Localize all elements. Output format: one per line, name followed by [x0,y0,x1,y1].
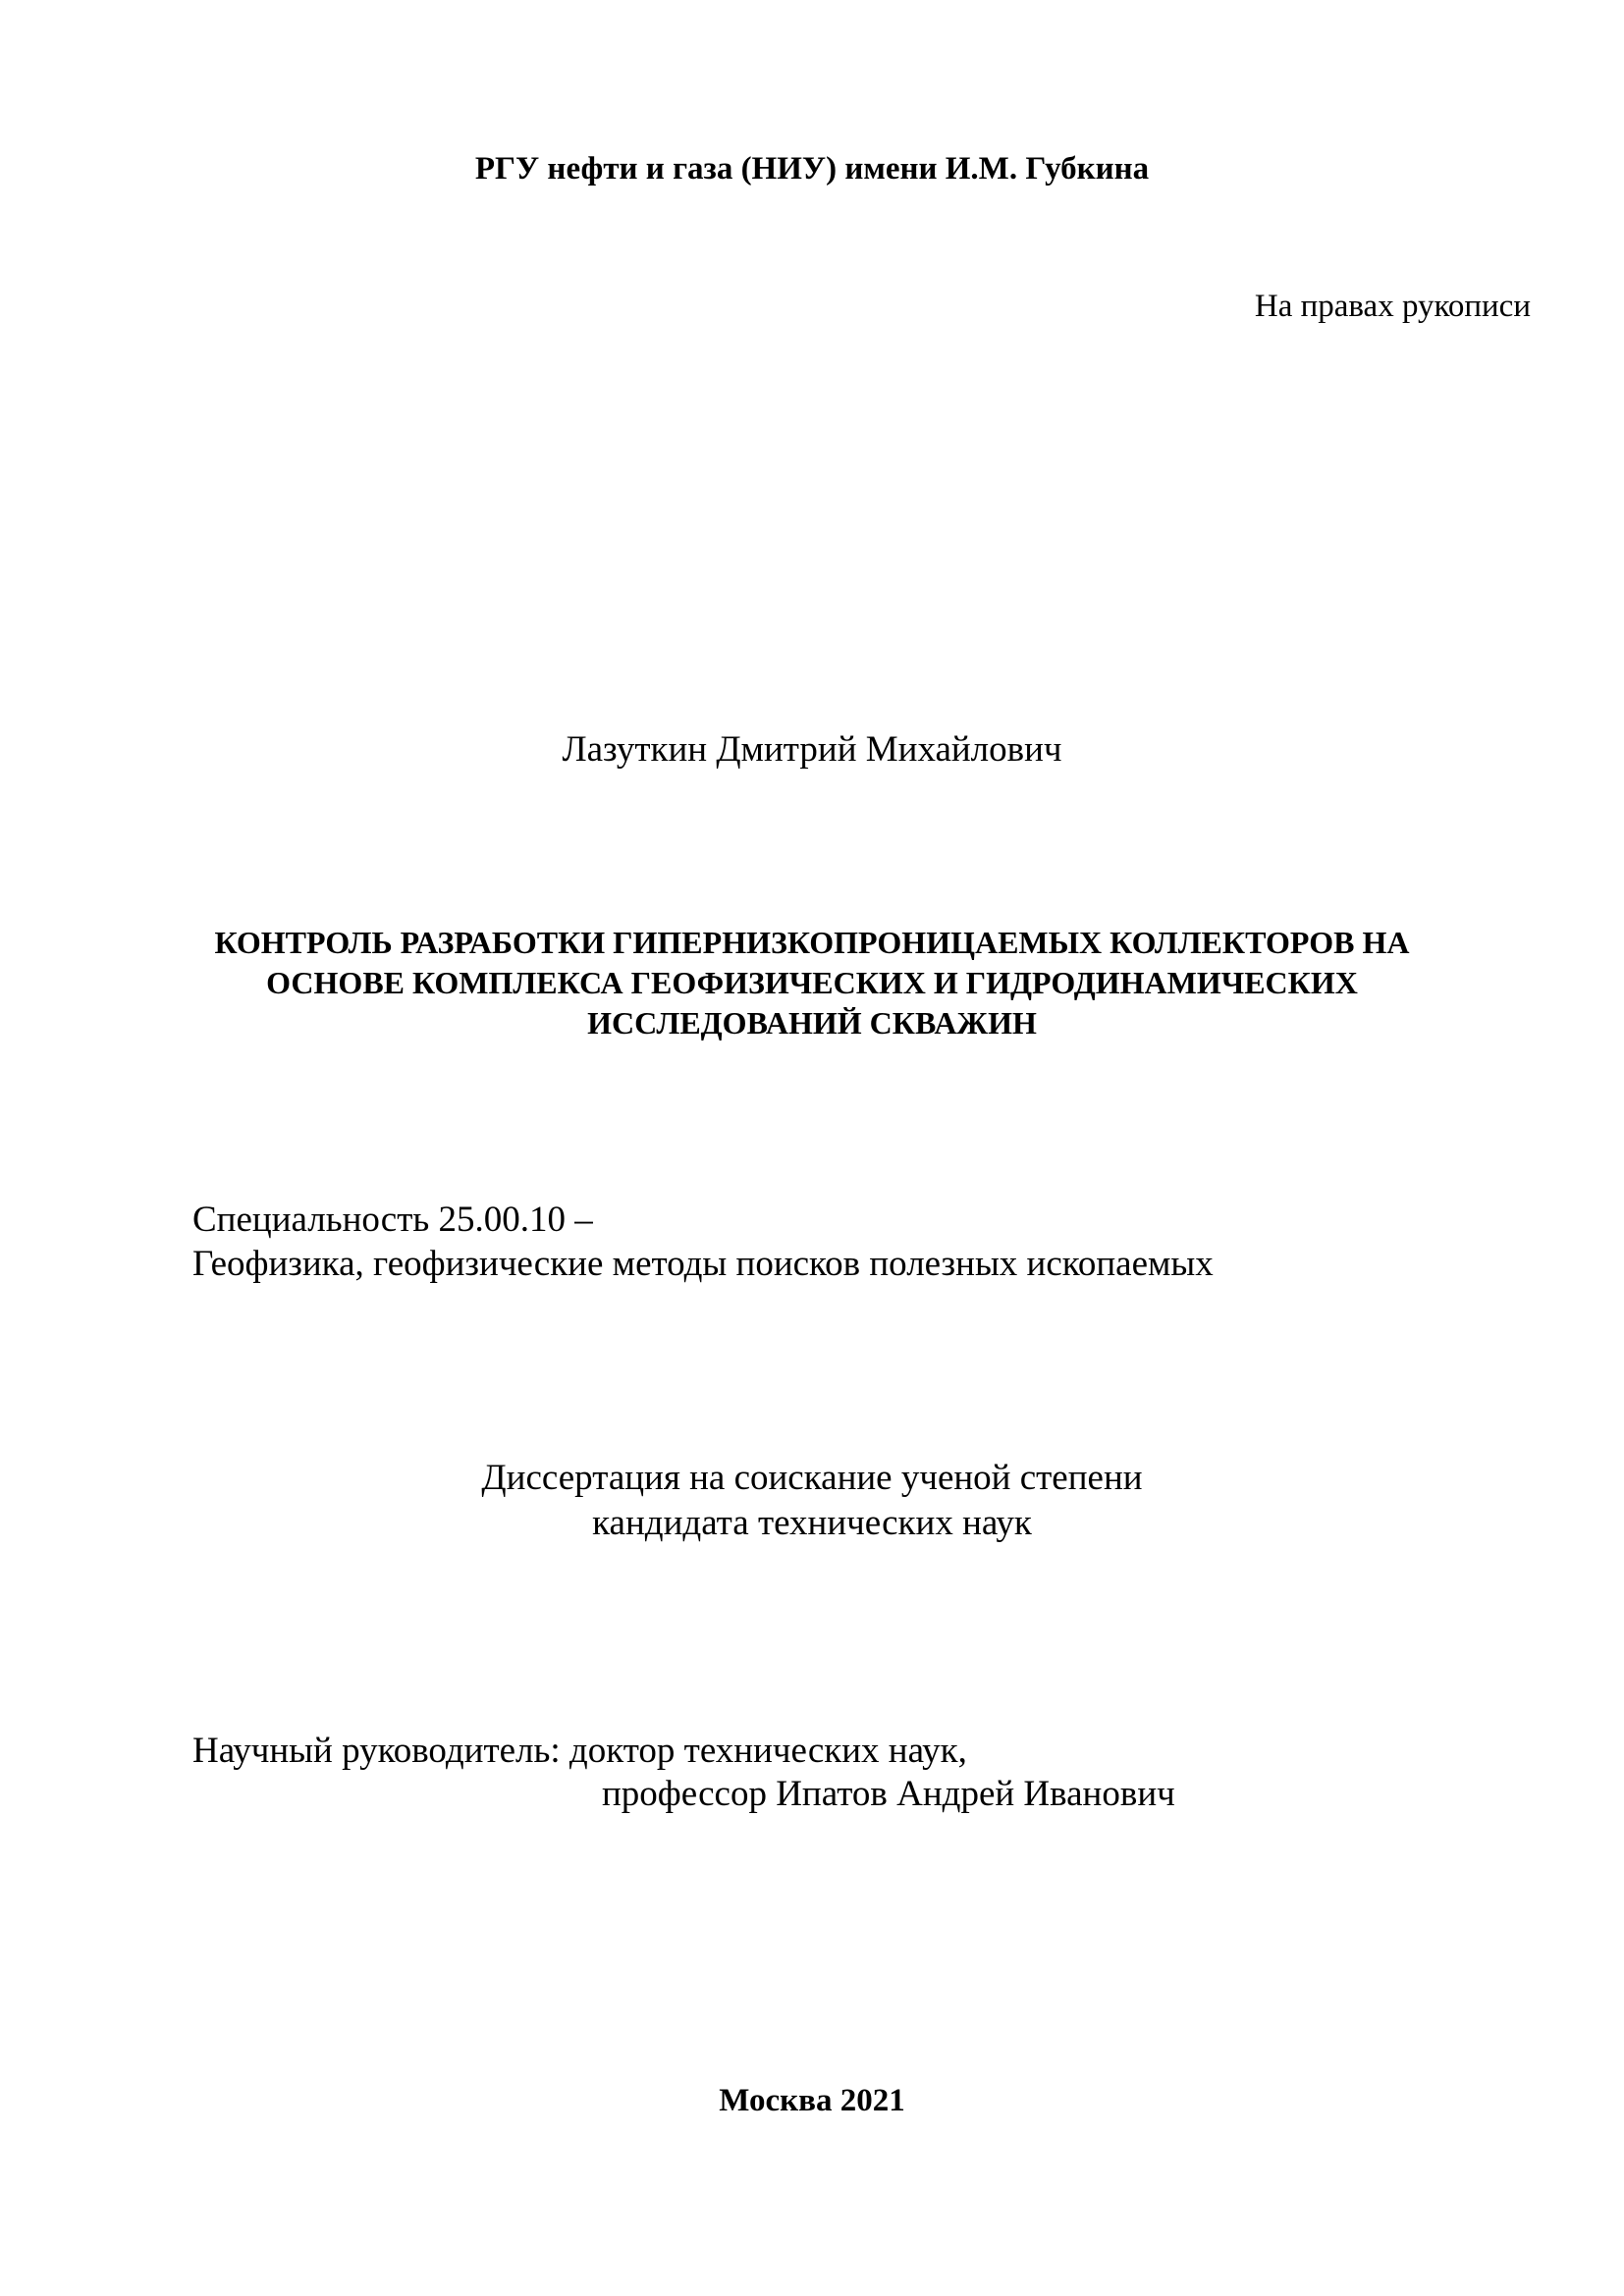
specialty-code: Специальность 25.00.10 – [192,1200,593,1240]
manuscript-note: На правах рукописи [1254,289,1531,324]
degree-name: кандидата технических наук [592,1503,1032,1543]
supervisor-label: Научный руководитель: доктор технических наук, [192,1731,967,1771]
title-line: ИССЛЕДОВАНИЙ СКВАЖИН [587,1005,1037,1041]
specialty-name: Геофизика, геофизические методы поисков полезных ископаемых [192,1244,1214,1284]
title-line: КОНТРОЛЬ РАЗРАБОТКИ ГИПЕРНИЗКОПРОНИЦАЕМЫХ КОЛЛЕКТОРОВ НА [214,925,1410,960]
university-name: РГУ нефти и газа (НИУ) имени И.М. Губкина [474,151,1150,187]
title-line: ОСНОВЕ КОМПЛЕКСА ГЕОФИЗИЧЕСКИХ И ГИДРОДИНАМИЧЕСКИХ [266,965,1358,1000]
degree-statement: Диссертация на соискание ученой степени [481,1458,1143,1498]
supervisor-name: профессор Ипатов Андрей Иванович [602,1774,1175,1814]
author-name: Лазуткин Дмитрий Михайлович [562,729,1062,770]
city-year: Москва 2021 [719,2083,905,2118]
dissertation-title [0,923,1624,1043]
